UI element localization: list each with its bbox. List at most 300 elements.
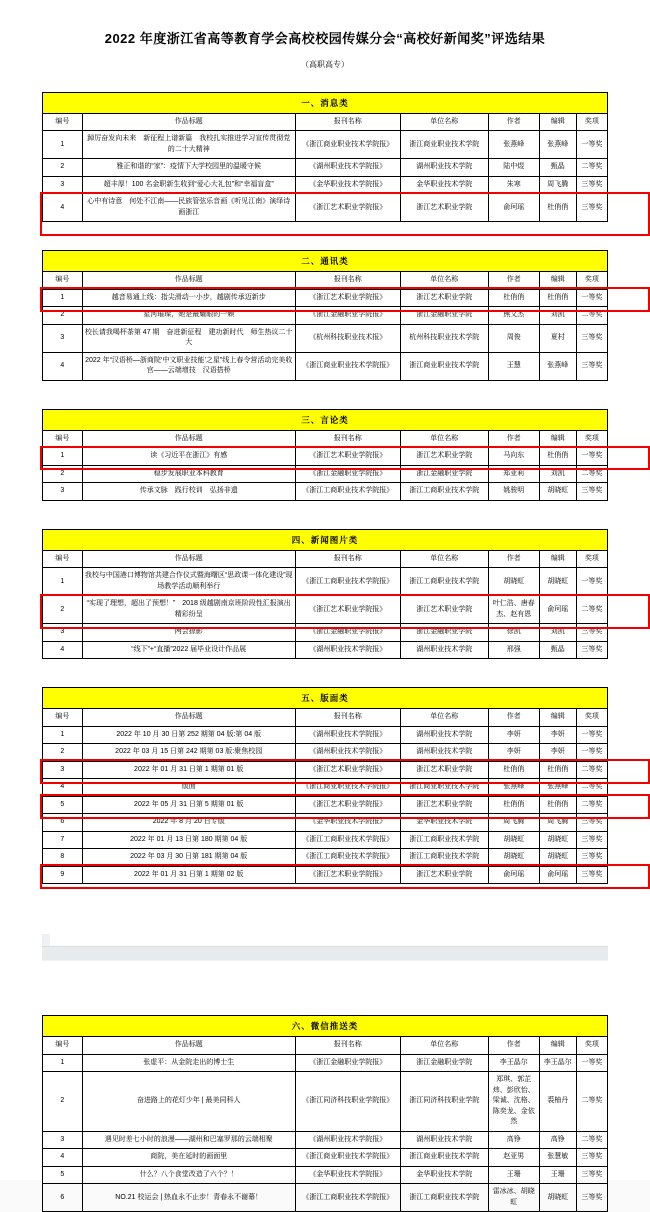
- cell-work-title: 传承文脉 践行校训 弘扬非遗: [82, 483, 295, 501]
- column-header: 编辑: [539, 709, 576, 727]
- cell-editor: 刘凯: [539, 624, 576, 642]
- cell-unit: 浙江艺术职业学院: [400, 448, 488, 466]
- cell-author: 胡晓虹: [488, 568, 539, 596]
- cell-number: 1: [43, 131, 83, 159]
- cell-unit: 浙江艺术职业学院: [400, 761, 488, 779]
- cell-author: 李妍: [488, 744, 539, 762]
- cell-unit: 浙江工商职业技术学院: [400, 1184, 488, 1212]
- cell-author: 高铮: [488, 1131, 539, 1149]
- cell-number: 3: [43, 176, 83, 194]
- page-separator: [42, 946, 608, 961]
- cell-number: 4: [43, 352, 83, 380]
- cell-work-title: 踔厉奋发向未来 新征程上谱新篇 我校扎实推进学习宣传贯彻党的二十大精神: [82, 131, 295, 159]
- column-header: 作品标题: [82, 550, 295, 568]
- cell-publication: 《金华职业技术学院报》: [295, 814, 400, 832]
- table-row: [43, 568, 608, 596]
- column-header: 编号: [43, 430, 83, 448]
- cell-award: 一等奖: [576, 568, 607, 596]
- cell-author: 陆中煜: [488, 159, 539, 177]
- column-header: 编辑: [539, 550, 576, 568]
- cell-award: 一等奖: [576, 1054, 607, 1072]
- header-row: [43, 430, 608, 448]
- table-row: [43, 289, 608, 307]
- column-header: 编号: [43, 1037, 83, 1055]
- cell-work-title: “线下”+“直播”2022 届毕业设计作品展: [82, 641, 295, 659]
- cell-unit: 浙江艺术职业学院: [400, 796, 488, 814]
- cell-editor: 刘凯: [539, 465, 576, 483]
- cell-work-title: 两会掠影: [82, 624, 295, 642]
- cell-publication: 《湖州职业技术学院报》: [295, 744, 400, 762]
- column-header: 作者: [488, 113, 539, 131]
- table-row: [43, 866, 608, 884]
- column-header: 奖项: [576, 113, 607, 131]
- cell-author: 俞珂瑶: [488, 194, 539, 222]
- cell-unit: 浙江工商职业技术学院: [400, 831, 488, 849]
- cell-award: 三等奖: [576, 1184, 607, 1212]
- cell-author: 雷冰冰、胡晓虹: [488, 1184, 539, 1212]
- award-section: [42, 529, 608, 660]
- section-banner: 二、通讯类: [42, 250, 608, 271]
- cell-award: 三等奖: [576, 849, 607, 867]
- column-header: 作者: [488, 550, 539, 568]
- award-table: [42, 113, 608, 223]
- cell-publication: 《浙江工商职业技术学院报》: [295, 849, 400, 867]
- cell-author: 王珊: [488, 1166, 539, 1184]
- cell-award: 三等奖: [576, 352, 607, 380]
- cell-work-title: 2022 年 03 月 15 日第 242 期第 03 版:聚焦校园: [82, 744, 295, 762]
- table-row: [43, 176, 608, 194]
- cell-work-title: 雅正和谐的“家”：疫情下大学校园里的温暖守候: [82, 159, 295, 177]
- cell-award: 二等奖: [576, 779, 607, 797]
- cell-unit: 杭州科技职业技术学院: [400, 324, 488, 352]
- cell-work-title: 2022 年 01 月 13 日第 180 期第 04 版: [82, 831, 295, 849]
- cell-work-title: 2022 年 8 月 20 日专版: [82, 814, 295, 832]
- table-row: [43, 831, 608, 849]
- table-row: [43, 324, 608, 352]
- section-banner: 三、言论类: [42, 409, 608, 430]
- cell-author: 俞珂瑶: [488, 866, 539, 884]
- cell-publication: 《浙江艺术职业学院报》: [295, 761, 400, 779]
- column-header: 奖项: [576, 709, 607, 727]
- cell-number: 1: [43, 1054, 83, 1072]
- cell-number: 1: [43, 568, 83, 596]
- column-header: 单位名称: [400, 430, 488, 448]
- cell-work-title: 读《习近平在浙江》有感: [82, 448, 295, 466]
- cell-number: 2: [43, 744, 83, 762]
- award-section: [42, 1015, 608, 1212]
- table-row: [43, 1166, 608, 1184]
- award-table: [42, 271, 608, 381]
- table-row: [43, 1131, 608, 1149]
- cell-work-title: 2022 年 05 月 31 日第 5 期第 01 版: [82, 796, 295, 814]
- cell-author: 胡晓虹: [488, 831, 539, 849]
- cell-publication: 《金华职业技术学院报》: [295, 1166, 400, 1184]
- column-header: 作品标题: [82, 272, 295, 290]
- cell-award: 三等奖: [576, 176, 607, 194]
- award-table: [42, 708, 608, 884]
- cell-editor: 张燕峰: [539, 779, 576, 797]
- cell-number: 2: [43, 1072, 83, 1132]
- cell-work-title: 遇见时差七小时的浪漫——湖州和巴塞罗那的云端相聚: [82, 1131, 295, 1149]
- cell-unit: 浙江金融职业学院: [400, 624, 488, 642]
- column-header: 单位名称: [400, 550, 488, 568]
- award-table: [42, 550, 608, 660]
- cell-author: 熊文杰: [488, 307, 539, 325]
- cell-award: 三等奖: [576, 831, 607, 849]
- cell-publication: 《浙江艺术职业学院报》: [295, 866, 400, 884]
- column-header: 单位名称: [400, 272, 488, 290]
- column-header: 奖项: [576, 272, 607, 290]
- cell-work-title: 心中有诗意 何处不江南——民族管弦乐音画《听见江南》演绎诗画浙江: [82, 194, 295, 222]
- column-header: 报刊名称: [295, 709, 400, 727]
- cell-award: 三等奖: [576, 814, 607, 832]
- cell-unit: 金华职业技术学院: [400, 814, 488, 832]
- cell-award: 二等奖: [576, 159, 607, 177]
- column-header: 奖项: [576, 430, 607, 448]
- cell-number: 9: [43, 866, 83, 884]
- table-row: [43, 352, 608, 380]
- cell-unit: 湖州职业技术学院: [400, 159, 488, 177]
- cell-unit: 浙江艺术职业学院: [400, 289, 488, 307]
- column-header: 作品标题: [82, 709, 295, 727]
- cell-author: 周飞腾: [488, 814, 539, 832]
- cell-publication: 《湖州职业技术学院报》: [295, 641, 400, 659]
- cell-editor: 胡晓虹: [539, 849, 576, 867]
- table-row: [43, 624, 608, 642]
- cell-editor: 俞珂瑶: [539, 866, 576, 884]
- cell-unit: 湖州职业技术学院: [400, 744, 488, 762]
- column-header: 单位名称: [400, 1037, 488, 1055]
- cell-publication: 《金华职业技术学院报》: [295, 176, 400, 194]
- cell-unit: 湖州职业技术学院: [400, 641, 488, 659]
- column-header: 编辑: [539, 430, 576, 448]
- cell-editor: 俞珂瑶: [539, 596, 576, 624]
- cell-award: 三等奖: [576, 483, 607, 501]
- table-row: [43, 1184, 608, 1212]
- cell-award: 三等奖: [576, 194, 607, 222]
- cell-publication: 《杭州科技职业技术报》: [295, 324, 400, 352]
- section-banner: 六、微信推送类: [42, 1015, 608, 1036]
- column-header: 作品标题: [82, 430, 295, 448]
- column-header: 报刊名称: [295, 113, 400, 131]
- cell-publication: 《浙江商业职业技术学院报》: [295, 1149, 400, 1167]
- page-edge-tab: [42, 934, 50, 946]
- cell-author: 叶仁浩、唐春杰、赵有恩: [488, 596, 539, 624]
- table-row: [43, 307, 608, 325]
- cell-award: 三等奖: [576, 866, 607, 884]
- column-header: 作者: [488, 709, 539, 727]
- cell-publication: 《浙江金融职业学院报》: [295, 465, 400, 483]
- cell-work-title: 校长请我喝杯茶第 47 期 奋进新征程 建功新时代 师生热议二十大: [82, 324, 295, 352]
- cell-unit: 浙江金融职业学院: [400, 307, 488, 325]
- cell-award: 一等奖: [576, 289, 607, 307]
- cell-author: 杜俏俏: [488, 289, 539, 307]
- cell-number: 5: [43, 1166, 83, 1184]
- cell-editor: 张燕峰: [539, 352, 576, 380]
- cell-publication: 《浙江艺术职业学院报》: [295, 596, 400, 624]
- cell-unit: 浙江商业职业技术学院: [400, 352, 488, 380]
- cell-award: 一等奖: [576, 726, 607, 744]
- section-banner: 四、新闻图片类: [42, 529, 608, 550]
- cell-author: 李妍: [488, 726, 539, 744]
- cell-publication: 《浙江工商职业技术学院报》: [295, 831, 400, 849]
- cell-author: 张燕峰: [488, 779, 539, 797]
- cell-author: 徐凯: [488, 624, 539, 642]
- cell-publication: 《浙江金融职业学院报》: [295, 624, 400, 642]
- cell-publication: 《湖州职业技术学院报》: [295, 159, 400, 177]
- cell-publication: 《浙江艺术职业学院报》: [295, 289, 400, 307]
- award-section: [42, 92, 608, 223]
- cell-publication: 《浙江同济科技职业学院报》: [295, 1072, 400, 1132]
- cell-award: 三等奖: [576, 1149, 607, 1167]
- cell-number: 3: [43, 324, 83, 352]
- section-banner: 五、版面类: [42, 687, 608, 708]
- cell-author: 姚骏明: [488, 483, 539, 501]
- cell-editor: 杜俏俏: [539, 194, 576, 222]
- cell-work-title: 2022 年“汉语桥—浙商院‘中文职业技能’之星”线上春令营活动完美收官——云端增技 汉语搭桥: [82, 352, 295, 380]
- cell-number: 3: [43, 761, 83, 779]
- cell-award: 二等奖: [576, 1072, 607, 1132]
- cell-publication: 《湖州职业技术学院报》: [295, 1131, 400, 1149]
- cell-number: 8: [43, 849, 83, 867]
- column-header: 编号: [43, 113, 83, 131]
- table-row: [43, 744, 608, 762]
- page-separator-band: [42, 946, 608, 961]
- column-header: 作者: [488, 272, 539, 290]
- cell-number: 4: [43, 641, 83, 659]
- cell-work-title: 2022 年 10 月 30 日第 252 期第 04 版:第 04 版: [82, 726, 295, 744]
- column-header: 奖项: [576, 550, 607, 568]
- column-header: 单位名称: [400, 113, 488, 131]
- table-row: [43, 483, 608, 501]
- cell-unit: 浙江工商职业技术学院: [400, 849, 488, 867]
- cell-award: 三等奖: [576, 1166, 607, 1184]
- cell-author: 周俊: [488, 324, 539, 352]
- cell-publication: 《浙江艺术职业学院报》: [295, 448, 400, 466]
- cell-award: 二等奖: [576, 761, 607, 779]
- cell-editor: 杜俏俏: [539, 761, 576, 779]
- cell-unit: 浙江艺术职业学院: [400, 866, 488, 884]
- cell-publication: 《浙江商业职业技术学院报》: [295, 352, 400, 380]
- cell-award: 三等奖: [576, 624, 607, 642]
- cell-publication: 《浙江工商职业技术学院报》: [295, 483, 400, 501]
- cell-number: 6: [43, 814, 83, 832]
- cell-publication: 《浙江工商职业技术学院报》: [295, 568, 400, 596]
- cell-editor: 李妍: [539, 726, 576, 744]
- cell-editor: 张燕峰: [539, 131, 576, 159]
- column-header: 奖项: [576, 1037, 607, 1055]
- cell-editor: 李王晶尔: [539, 1054, 576, 1072]
- cell-work-title: 2022 年 01 月 31 日第 1 期第 02 版: [82, 866, 295, 884]
- cell-editor: 杜俏俏: [539, 796, 576, 814]
- table-row: [43, 159, 608, 177]
- column-header: 作者: [488, 1037, 539, 1055]
- cell-publication: 《湖州职业技术学院报》: [295, 726, 400, 744]
- cell-work-title: 2022 年 01 月 31 日第 1 期第 01 版: [82, 761, 295, 779]
- column-header: 编辑: [539, 113, 576, 131]
- cell-editor: 胡晓虹: [539, 831, 576, 849]
- cell-unit: 浙江商业职业技术学院: [400, 779, 488, 797]
- cell-number: 5: [43, 796, 83, 814]
- cell-publication: 《浙江金融职业学院报》: [295, 307, 400, 325]
- cell-unit: 浙江工商职业技术学院: [400, 568, 488, 596]
- cell-number: 6: [43, 1184, 83, 1212]
- award-table: [42, 1036, 608, 1212]
- table-row: [43, 1072, 608, 1132]
- cell-editor: 刘凯: [539, 307, 576, 325]
- header-row: [43, 550, 608, 568]
- cell-publication: 《浙江艺术职业学院报》: [295, 796, 400, 814]
- cell-number: 1: [43, 289, 83, 307]
- header-row: [43, 113, 608, 131]
- cell-number: 1: [43, 726, 83, 744]
- table-row: [43, 596, 608, 624]
- table-row: [43, 814, 608, 832]
- cell-author: 胡晓虹: [488, 849, 539, 867]
- cell-unit: 浙江工商职业技术学院: [400, 483, 488, 501]
- cell-number: 1: [43, 448, 83, 466]
- header-row: [43, 1037, 608, 1055]
- cell-work-title: 张虚平：从金院走出的博士生: [82, 1054, 295, 1072]
- column-header: 报刊名称: [295, 550, 400, 568]
- cell-publication: 《浙江工商职业技术学院报》: [295, 1184, 400, 1212]
- table-row: [43, 194, 608, 222]
- sections-page-1: [42, 92, 608, 885]
- table-row: [43, 726, 608, 744]
- column-header: 报刊名称: [295, 430, 400, 448]
- cell-work-title: NO.21 校运会 | 热血永不止步！青春永不谢幕！: [82, 1184, 295, 1212]
- cell-number: 2: [43, 465, 83, 483]
- cell-unit: 浙江同济科技职业学院: [400, 1072, 488, 1132]
- table-row: [43, 796, 608, 814]
- cell-number: 2: [43, 159, 83, 177]
- cell-editor: 高铮: [539, 1131, 576, 1149]
- award-section: [42, 687, 608, 884]
- cell-award: 二等奖: [576, 307, 607, 325]
- cell-editor: 李妍: [539, 744, 576, 762]
- column-header: 编号: [43, 272, 83, 290]
- cell-unit: 浙江金融职业学院: [400, 465, 488, 483]
- table-row: [43, 465, 608, 483]
- cell-author: 郑琪、郭芷炜、彭欣怡、梁诚、沈格、陈奕龙、金依然: [488, 1072, 539, 1132]
- cell-author: 马向东: [488, 448, 539, 466]
- cell-unit: 浙江商业职业技术学院: [400, 131, 488, 159]
- cell-work-title: 星河璀璨，她是最耀眼的一颗: [82, 307, 295, 325]
- cell-author: 朱寒: [488, 176, 539, 194]
- cell-number: 7: [43, 831, 83, 849]
- cell-editor: 周飞腾: [539, 814, 576, 832]
- cell-number: 3: [43, 1131, 83, 1149]
- column-header: 编号: [43, 709, 83, 727]
- cell-editor: 胡晓虹: [539, 1184, 576, 1212]
- award-section: [42, 250, 608, 381]
- column-header: 编辑: [539, 1037, 576, 1055]
- cell-award: 二等奖: [576, 1131, 607, 1149]
- cell-editor: 周飞腾: [539, 176, 576, 194]
- cell-number: 4: [43, 194, 83, 222]
- header-row: [43, 272, 608, 290]
- cell-publication: 《浙江商业职业技术学院报》: [295, 779, 400, 797]
- cell-unit: 湖州职业技术学院: [400, 1131, 488, 1149]
- cell-work-title: 越音易通上线：指尖滑动一小步，越剧传承迈新步: [82, 289, 295, 307]
- cell-number: 2: [43, 596, 83, 624]
- cell-unit: 金华职业技术学院: [400, 1166, 488, 1184]
- cell-work-title: 稳步发展职业本科教育: [82, 465, 295, 483]
- cell-unit: 浙江商业职业技术学院: [400, 1149, 488, 1167]
- section-banner: 一、消息类: [42, 92, 608, 113]
- cell-unit: 浙江艺术职业学院: [400, 194, 488, 222]
- cell-work-title: 超丰厚！100 名金职新生收到“爱心大礼包”和“幸福盲盒”: [82, 176, 295, 194]
- cell-award: 一等奖: [576, 448, 607, 466]
- column-header: 作品标题: [82, 113, 295, 131]
- column-header: 编号: [43, 550, 83, 568]
- cell-work-title: 奋进路上的花灯少年 | 最美同科人: [82, 1072, 295, 1132]
- cell-editor: 杜俏俏: [539, 289, 576, 307]
- cell-award: 二等奖: [576, 796, 607, 814]
- cell-award: 一等奖: [576, 744, 607, 762]
- cell-award: 二等奖: [576, 596, 607, 624]
- column-header: 报刊名称: [295, 1037, 400, 1055]
- cell-publication: 《浙江艺术职业学院报》: [295, 194, 400, 222]
- cell-unit: 浙江艺术职业学院: [400, 596, 488, 624]
- cell-number: 4: [43, 1149, 83, 1167]
- cell-number: 3: [43, 483, 83, 501]
- table-row: [43, 641, 608, 659]
- table-row: [43, 779, 608, 797]
- cell-editor: 王珊: [539, 1166, 576, 1184]
- page-subtitle: （高职高专）: [42, 59, 608, 70]
- column-header: 作者: [488, 430, 539, 448]
- cell-unit: 浙江金融职业学院: [400, 1054, 488, 1072]
- sections-page-2: [42, 1015, 608, 1212]
- cell-editor: 杜俏俏: [539, 448, 576, 466]
- cell-award: 三等奖: [576, 324, 607, 352]
- award-section: [42, 409, 608, 501]
- award-table: [42, 430, 608, 501]
- column-header: 报刊名称: [295, 272, 400, 290]
- cell-author: 张燕峰: [488, 131, 539, 159]
- cell-editor: 胡晓虹: [539, 568, 576, 596]
- cell-author: 杜俏俏: [488, 761, 539, 779]
- table-row: [43, 1149, 608, 1167]
- column-header: 编辑: [539, 272, 576, 290]
- cell-work-title: 什么？八个食堂改造了六个？！: [82, 1166, 295, 1184]
- cell-award: 三等奖: [576, 641, 607, 659]
- cell-work-title: 我校与中国港口博物馆共建合作仪式暨海曙区“思政课一体化建设”现场教学活动顺利举行: [82, 568, 295, 596]
- table-row: [43, 448, 608, 466]
- cell-author: 王慧: [488, 352, 539, 380]
- table-row: [43, 849, 608, 867]
- cell-editor: 甄晶: [539, 159, 576, 177]
- column-header: 作品标题: [82, 1037, 295, 1055]
- cell-publication: 《浙江金融职业学院报》: [295, 1054, 400, 1072]
- cell-author: 邢强: [488, 641, 539, 659]
- cell-number: 2: [43, 307, 83, 325]
- cell-work-title: 商院，美在延时的画面里: [82, 1149, 295, 1167]
- cell-editor: 甄晶: [539, 641, 576, 659]
- header-row: [43, 709, 608, 727]
- cell-award: 二等奖: [576, 465, 607, 483]
- page-title: 2022 年度浙江省高等教育学会高校校园传媒分会“高校好新闻奖”评选结果: [42, 0, 608, 59]
- cell-work-title: 2022 年 03 月 30 日第 181 期第 04 版: [82, 849, 295, 867]
- cell-author: 杜俏俏: [488, 796, 539, 814]
- cell-author: 赵亚男: [488, 1149, 539, 1167]
- column-header: 单位名称: [400, 709, 488, 727]
- cell-author: 郑亚莉: [488, 465, 539, 483]
- cell-number: 3: [43, 624, 83, 642]
- cell-editor: 夏村: [539, 324, 576, 352]
- table-row: [43, 131, 608, 159]
